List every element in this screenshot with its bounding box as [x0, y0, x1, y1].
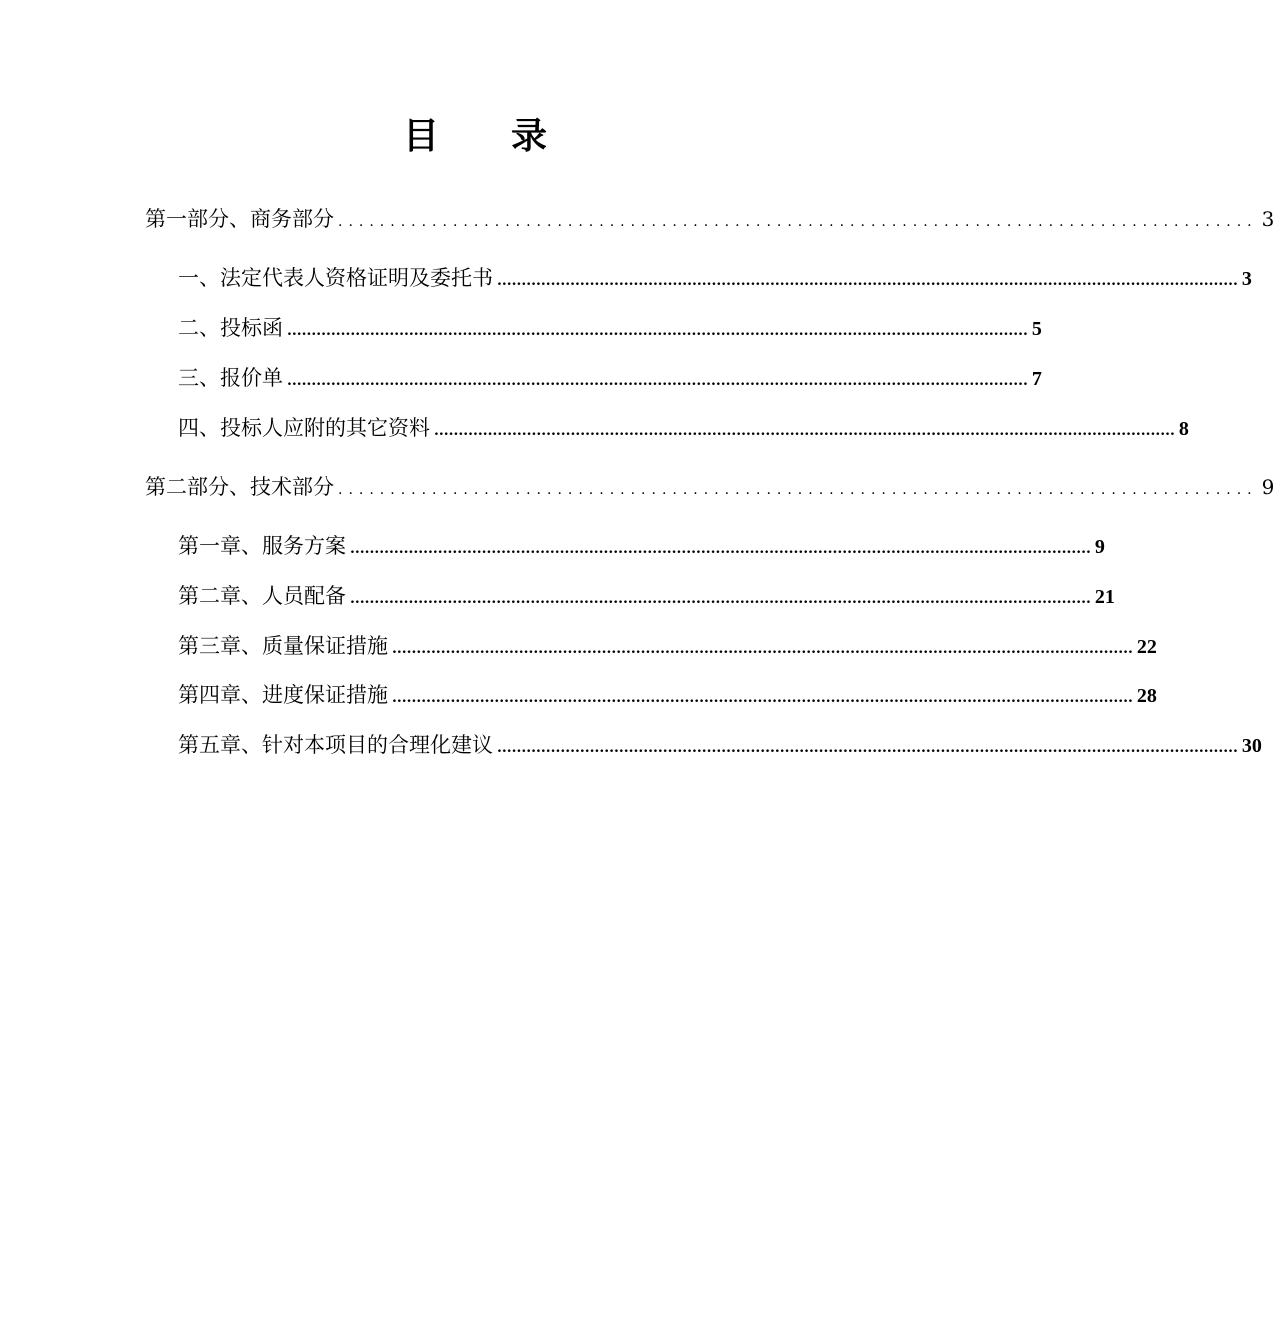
toc-entry-section[interactable] — [178, 580, 1115, 610]
dot-leader: ........................................................................................................................................................ — [287, 323, 1028, 339]
toc-entry-section[interactable] — [178, 262, 1252, 292]
toc-title — [0, 108, 950, 159]
toc-title-char-1: 目 — [402, 115, 439, 157]
toc-entry-label: 第一章、服务方案 — [178, 534, 346, 558]
toc-entry-page-number: 8 — [1178, 418, 1189, 440]
toc-entry-label: 一、法定代表人资格证明及委托书 — [178, 266, 493, 290]
toc-entry-page-number: 28 — [1136, 685, 1157, 707]
dot-leader: ........................................................................................ — [338, 482, 1258, 498]
toc-entry-section[interactable] — [178, 362, 1042, 392]
toc-entry-section[interactable] — [178, 729, 1262, 759]
dot-leader: ........................................................................................................................................................ — [497, 273, 1238, 289]
toc-entry-label: 三、报价单 — [178, 366, 283, 390]
dot-leader: ........................................................................................................................................................ — [287, 373, 1028, 389]
dot-leader: ........................................................................................................................................................ — [350, 591, 1091, 607]
toc-entry-part-1[interactable] — [145, 203, 1274, 233]
toc-entry-page-number: 3 — [1261, 207, 1274, 231]
toc-entry-page-number: 3 — [1241, 268, 1252, 290]
toc-entry-section[interactable] — [178, 312, 1042, 342]
toc-title-char-2: 录 — [511, 115, 548, 157]
dot-leader: ........................................................................................................................................................ — [392, 690, 1133, 706]
toc-entry-part-2[interactable] — [145, 471, 1274, 501]
toc-entry-label: 第五章、针对本项目的合理化建议 — [178, 733, 493, 757]
toc-entry-page-number: 22 — [1136, 636, 1157, 658]
toc-entry-label: 第二部分、技术部分 — [145, 475, 334, 499]
toc-entry-label: 第一部分、商务部分 — [145, 207, 334, 231]
toc-entry-page-number: 9 — [1094, 536, 1105, 558]
toc-entry-page-number: 7 — [1031, 368, 1042, 390]
dot-leader: ........................................................................................................................................................ — [497, 740, 1238, 756]
toc-entry-section[interactable] — [178, 530, 1105, 560]
dot-leader: ........................................................................................................................................................ — [350, 541, 1091, 557]
toc-entry-label: 第三章、质量保证措施 — [178, 634, 388, 658]
dot-leader: ........................................................................................ — [338, 214, 1258, 230]
toc-entry-page-number: 30 — [1241, 735, 1262, 757]
toc-entry-label: 二、投标函 — [178, 316, 283, 340]
dot-leader: ........................................................................................................................................................ — [392, 641, 1133, 657]
dot-leader: ........................................................................................................................................................ — [434, 423, 1175, 439]
toc-entry-section[interactable] — [178, 679, 1157, 709]
toc-entry-section[interactable] — [178, 412, 1189, 442]
toc-entry-page-number: 5 — [1031, 318, 1042, 340]
toc-entry-page-number: 9 — [1261, 475, 1274, 499]
toc-entry-label: 第二章、人员配备 — [178, 584, 346, 608]
toc-entry-label: 第四章、进度保证措施 — [178, 683, 388, 707]
toc-entry-section[interactable] — [178, 630, 1157, 660]
toc-entry-page-number: 21 — [1094, 586, 1115, 608]
toc-entry-label: 四、投标人应附的其它资料 — [178, 416, 430, 440]
